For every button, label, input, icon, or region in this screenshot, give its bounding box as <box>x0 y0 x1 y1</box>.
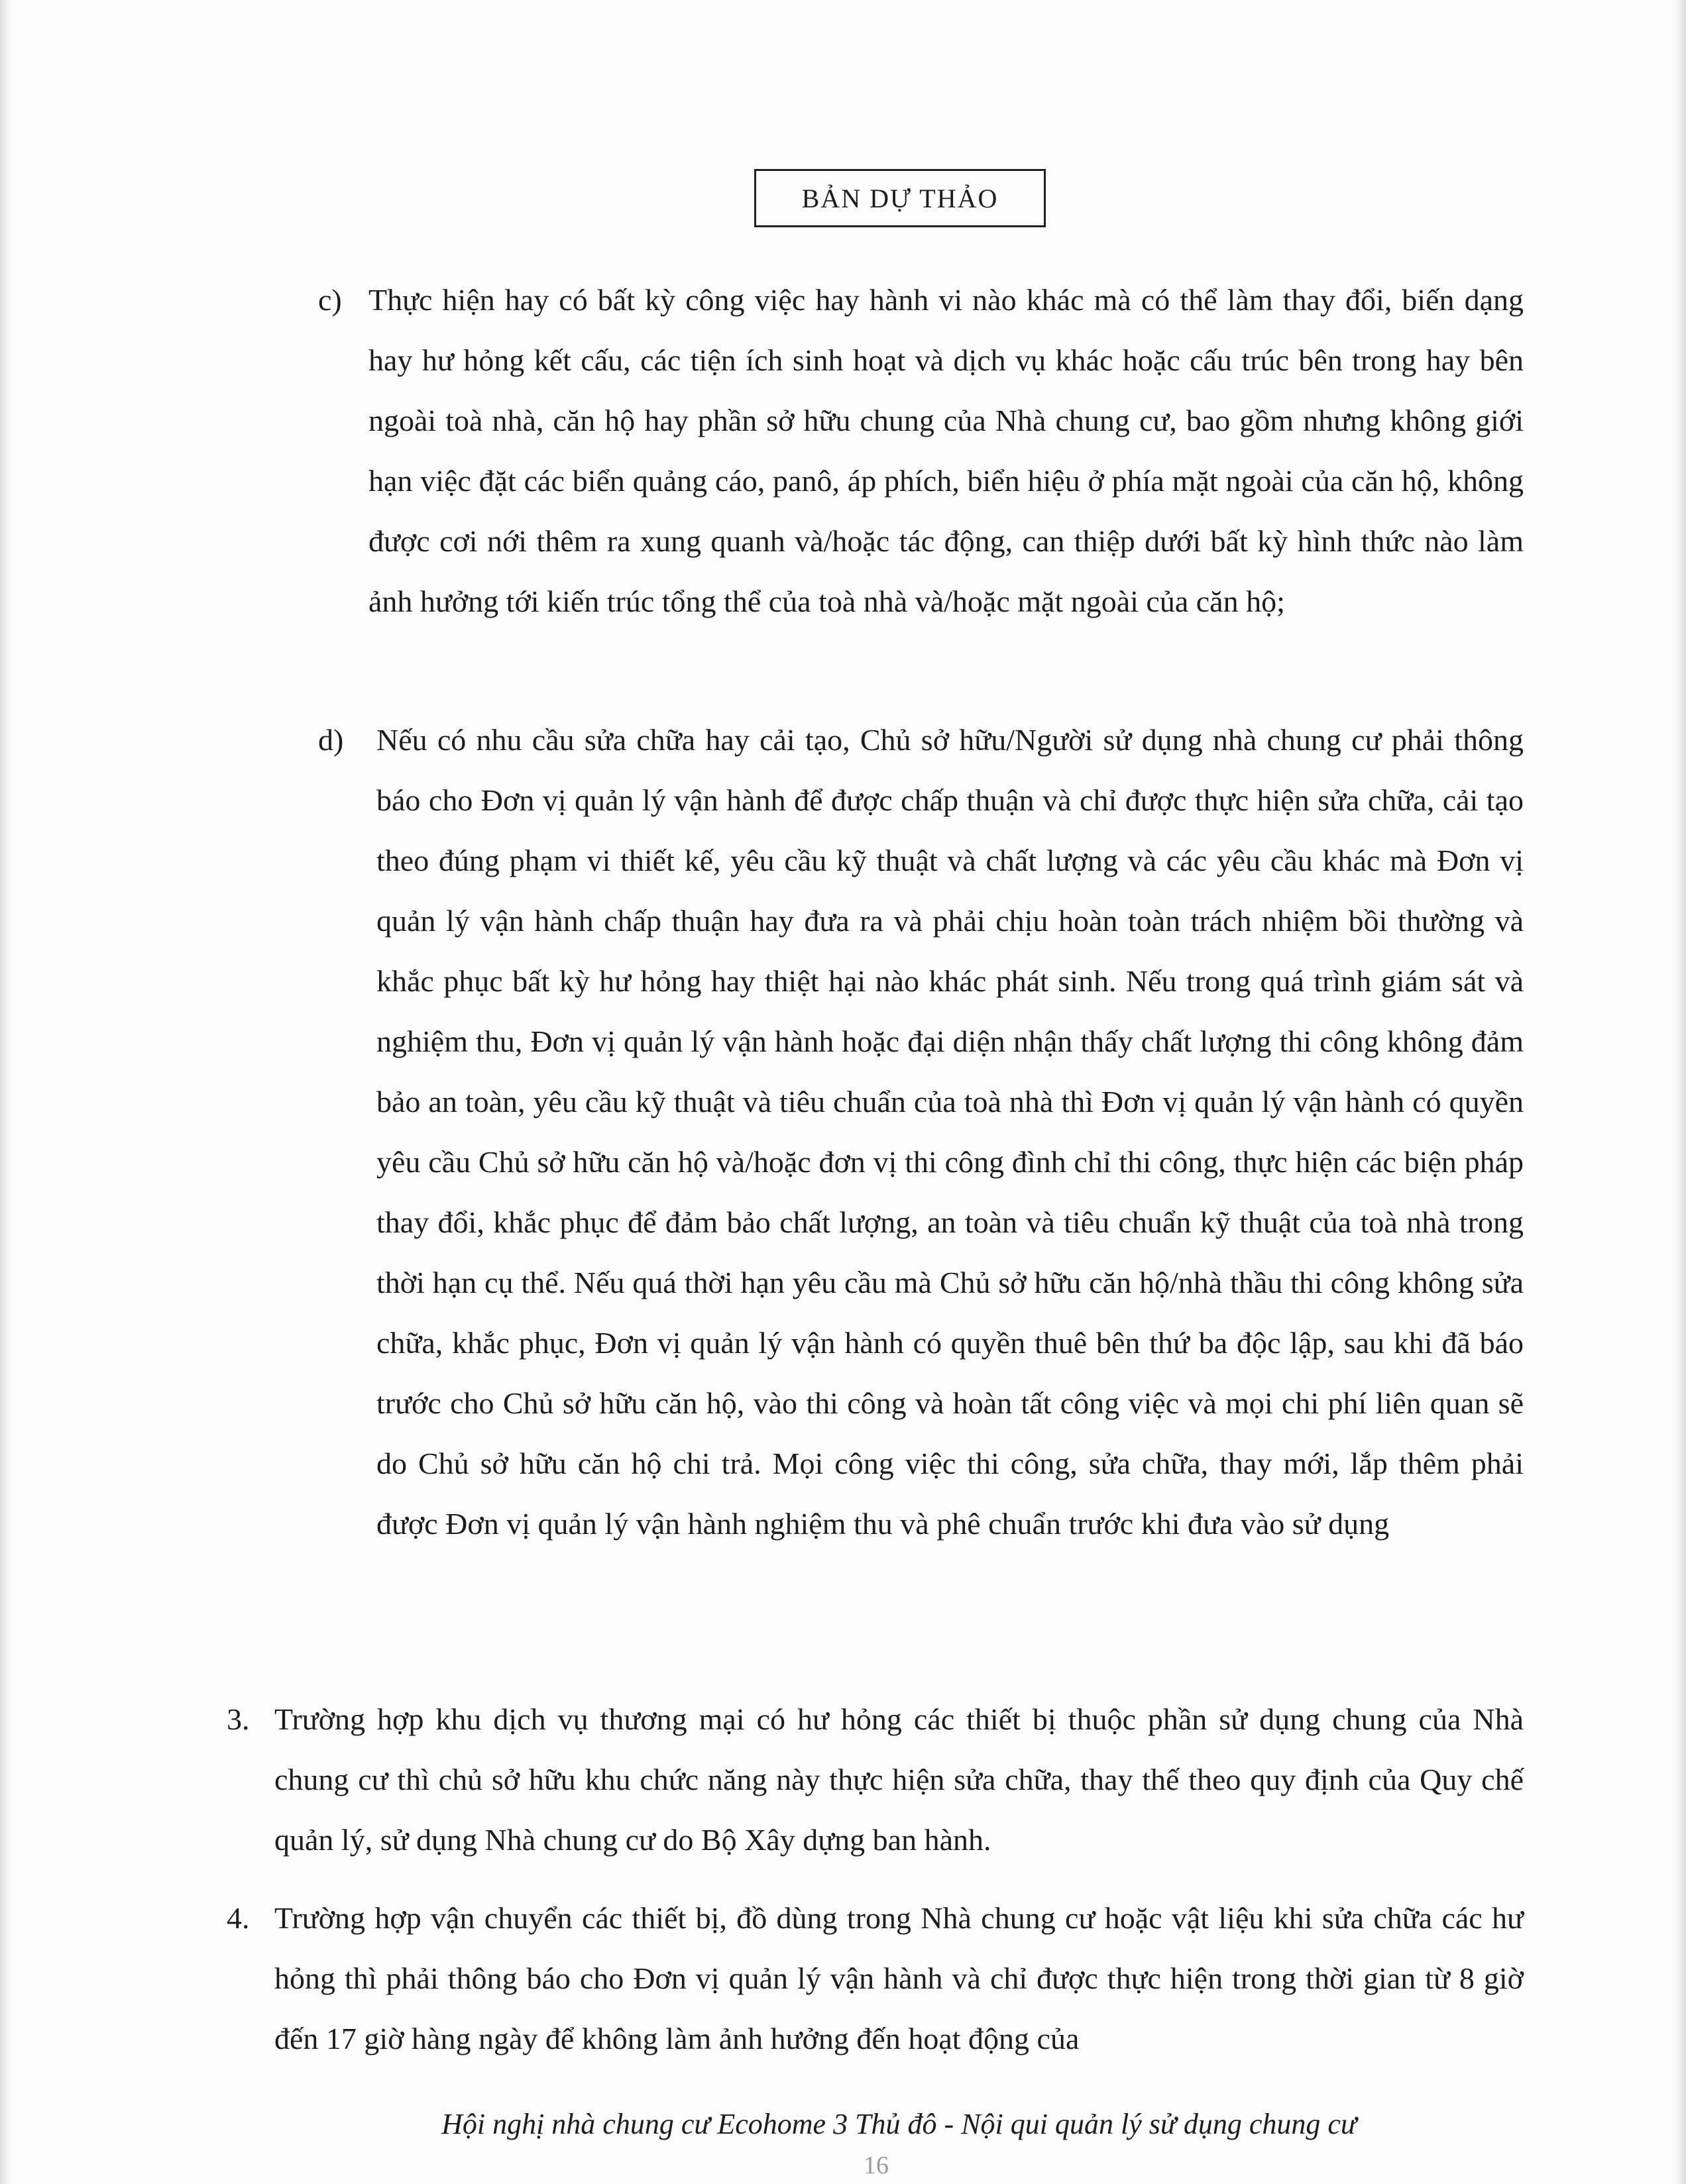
clause-text: Thực hiện hay có bất kỳ công việc hay hành vi nào khác mà có thể làm thay đổi, biến dạng hay hư hỏng kết cấu, các tiện ích sinh hoạt và dịch vụ khác hoặc cấu trúc bên trong hay bên ngoài toà nhà, căn hộ hay phần sở hữu chung của Nhà chung cư, bao gồm nhưng không giới hạn việc đặt các biển quảng cáo, panô, áp phích, biển hiệu ở phía mặt ngoài của căn hộ, không được cơi nới thêm ra xung quanh và/hoặc tác động, can thiệp dưới bất kỳ hình thức nào làm ảnh hưởng tới kiến trúc tổng thể của toà nhà và/hoặc mặt ngoài của căn hộ; <box>368 283 1524 618</box>
clause-d <box>318 710 1524 1554</box>
draft-label: BẢN DỰ THẢO <box>801 183 999 213</box>
clause-marker: c) <box>318 283 342 317</box>
clause-text: Nếu có nhu cầu sửa chữa hay cải tạo, Chủ sở hữu/Người sử dụng nhà chung cư phải thông báo cho Đơn vị quản lý vận hành để được chấp thuận và chỉ được thực hiện sửa chữa, cải tạo theo đúng phạm vi thiết kế, yêu cầu kỹ thuật và chất lượng và các yêu cầu khác mà Đơn vị quản lý vận hành chấp thuận hay đưa ra và phải chịu hoàn toàn trách nhiệm bồi thường và khắc phục bất kỳ hư hỏng hay thiệt hại nào khác phát sinh. Nếu trong quá trình giám sát và nghiệm thu, Đơn vị quản lý vận hành hoặc đại diện nhận thấy chất lượng thi công không đảm bảo an toàn, yêu cầu kỹ thuật và tiêu chuẩn của toà nhà thì Đơn vị quản lý vận hành có quyền yêu cầu Chủ sở hữu căn hộ và/hoặc đơn vị thi công đình chỉ thi công, thực hiện các biện pháp thay đổi, khắc phục để đảm bảo chất lượng, an toàn và tiêu chuẩn kỹ thuật của toà nhà trong thời hạn cụ thể. Nếu quá thời hạn yêu cầu mà Chủ sở hữu căn hộ/nhà thầu thi công không sửa chữa, khắc phục, Đơn vị quản lý vận hành có quyền thuê bên thứ ba độc lập, sau khi đã báo trước cho Chủ sở hữu căn hộ, vào thi công và hoàn tất công việc và mọi chi phí liên quan sẽ do Chủ sở hữu căn hộ chi trả. Mọi công việc thi công, sửa chữa, thay mới, lắp thêm phải được Đơn vị quản lý vận hành nghiệm thu và phê chuẩn trước khi đưa vào sử dụng <box>376 723 1524 1541</box>
draft-label-box <box>754 169 1046 227</box>
scan-edge-left <box>0 0 15 2184</box>
clause-marker: 3. <box>227 1702 250 1736</box>
clause-3 <box>227 1689 1524 1870</box>
clause-marker: 4. <box>227 1901 250 1935</box>
clause-4 <box>227 1888 1524 2069</box>
clause-text: Trường hợp vận chuyển các thiết bị, đồ dùng trong Nhà chung cư hoặc vật liệu khi sửa chữa các hư hỏng thì phải thông báo cho Đơn vị quản lý vận hành và chỉ được thực hiện trong thời gian từ 8 giờ đến 17 giờ hàng ngày để không làm ảnh hưởng đến hoạt động của <box>274 1901 1524 2055</box>
clause-c <box>318 270 1524 631</box>
page-number: 16 <box>864 2152 889 2179</box>
footer-title: Hội nghị nhà chung cư Ecohome 3 Thủ đô - Nội qui quản lý sử dụng chung cư <box>441 2108 1357 2140</box>
scan-edge-right <box>1671 0 1686 2184</box>
clause-marker: d) <box>318 723 344 757</box>
clause-text: Trường hợp khu dịch vụ thương mại có hư hỏng các thiết bị thuộc phần sử dụng chung của Nhà chung cư thì chủ sở hữu khu chức năng này thực hiện sửa chữa, thay thế theo quy định của Quy chế quản lý, sử dụng Nhà chung cư do Bộ Xây dựng ban hành. <box>274 1702 1524 1857</box>
